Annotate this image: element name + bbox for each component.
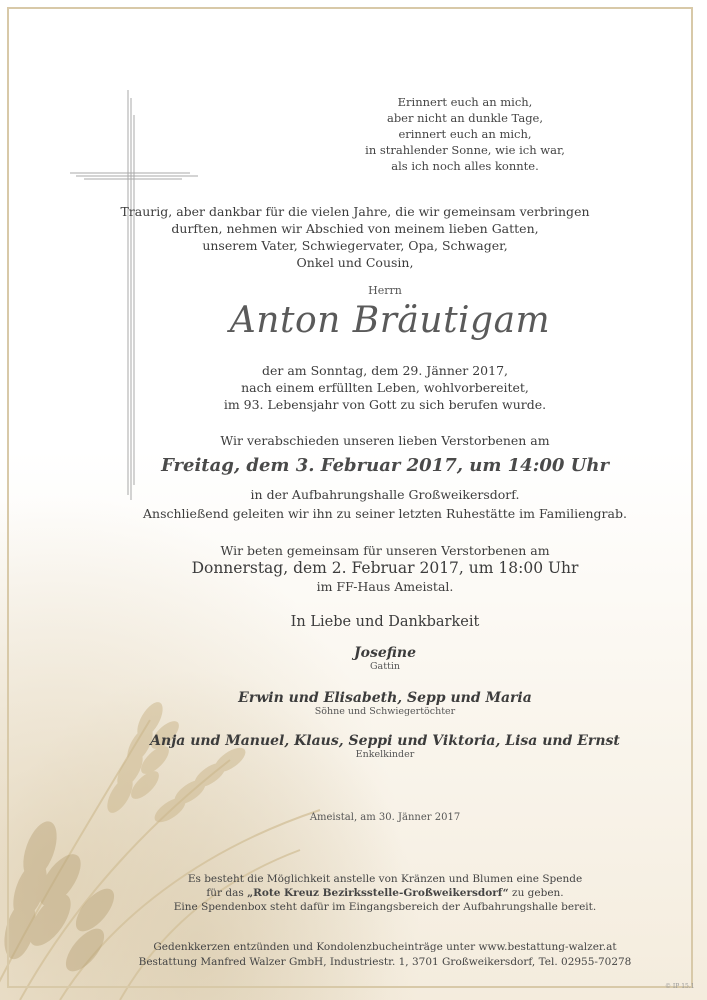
farewell-intro: Wir verabschieden unseren lieben Verstorbenen am — [220, 433, 550, 448]
family-group — [180, 690, 590, 717]
prayer-place: im FF-Haus Ameistal. — [316, 579, 454, 594]
poem-line: aber nicht an dunkle Tage, — [386, 111, 544, 125]
family-group — [230, 645, 540, 672]
donation-line: Es besteht die Möglichkeit anstelle von Kränzen und Blumen eine Spende — [187, 873, 583, 885]
intro-line: Traurig, aber dankbar für die vielen Jahre, die wir gemeinsam verbringen — [120, 204, 590, 219]
intro-line: Onkel und Cousin, — [296, 255, 414, 270]
poem-line: Erinnert euch an mich, — [397, 95, 533, 109]
intro-line: unserem Vater, Schwiegervater, Opa, Schwager, — [202, 238, 508, 253]
donation-line — [160, 886, 610, 900]
footer-line: Gedenkkerzen entzünden und Kondolenzbucheinträge unter www.bestattung-walzer.at — [153, 941, 617, 953]
family-names: Anja und Manuel, Klaus, Seppi und Viktoria, Lisa und Ernst — [150, 733, 620, 749]
poem-line: erinnert euch an mich, — [398, 127, 532, 141]
donation-organization: „Rote Kreuz Bezirksstelle-Großweikersdorf“ — [247, 887, 509, 899]
intro-line: durften, nehmen wir Abschied von meinem lieben Gatten, — [171, 221, 539, 236]
hall-line: Anschließend geleiten wir ihn zu seiner letzten Ruhestätte im Familiengrab. — [143, 506, 627, 521]
deceased-name: Anton Bräutigam — [229, 300, 551, 341]
prayer-info — [150, 542, 620, 595]
family-relation: Gattin — [369, 661, 401, 672]
donation-prefix: für das — [206, 887, 244, 899]
funeral-location — [130, 485, 640, 523]
prayer-date: Donnerstag, dem 2. Februar 2017, um 18:00 Uhr — [191, 559, 579, 577]
details-line: im 93. Lebensjahr von Gott zu sich berufen wurde. — [223, 397, 547, 412]
poem-line: als ich noch alles konnte. — [391, 159, 539, 173]
donation-line: Eine Spendenbox steht dafür im Eingangsbereich der Aufbahrungshalle bereit. — [173, 901, 597, 913]
poem-line: in strahlender Sonne, wie ich war, — [365, 143, 565, 157]
death-details — [170, 362, 600, 413]
family-relation: Enkelkinder — [355, 749, 415, 760]
place-date: Ameistal, am 30. Jänner 2017 — [309, 812, 461, 823]
love-line: In Liebe und Dankbarkeit — [290, 614, 480, 630]
funeral-date: Freitag, dem 3. Februar 2017, um 14:00 Uhr — [161, 455, 609, 476]
details-line: der am Sonntag, dem 29. Jänner 2017, — [261, 363, 508, 378]
undertaker-footer — [130, 940, 640, 970]
family-names: Josefine — [353, 645, 416, 661]
footer-line: Bestattung Manfred Walzer GmbH, Industriestr. 1, 3701 Großweikersdorf, Tel. 02955-70278 — [138, 956, 632, 968]
prayer-intro: Wir beten gemeinsam für unseren Verstorbenen am — [220, 543, 550, 558]
details-line: nach einem erfüllten Leben, wohlvorbereitet, — [241, 380, 529, 395]
intro-text — [110, 203, 600, 271]
hall-line: in der Aufbahrungshalle Großweikersdorf. — [250, 487, 520, 502]
family-group — [130, 733, 640, 760]
donation-note — [160, 872, 610, 914]
print-tag: © IP 15.1 — [665, 983, 695, 990]
family-relation: Söhne und Schwiegertöchter — [314, 706, 456, 717]
family-names: Erwin und Elisabeth, Sepp und Maria — [238, 690, 532, 706]
poem — [340, 94, 590, 174]
donation-suffix: zu geben. — [512, 887, 564, 899]
salutation: Herrn — [368, 284, 402, 297]
